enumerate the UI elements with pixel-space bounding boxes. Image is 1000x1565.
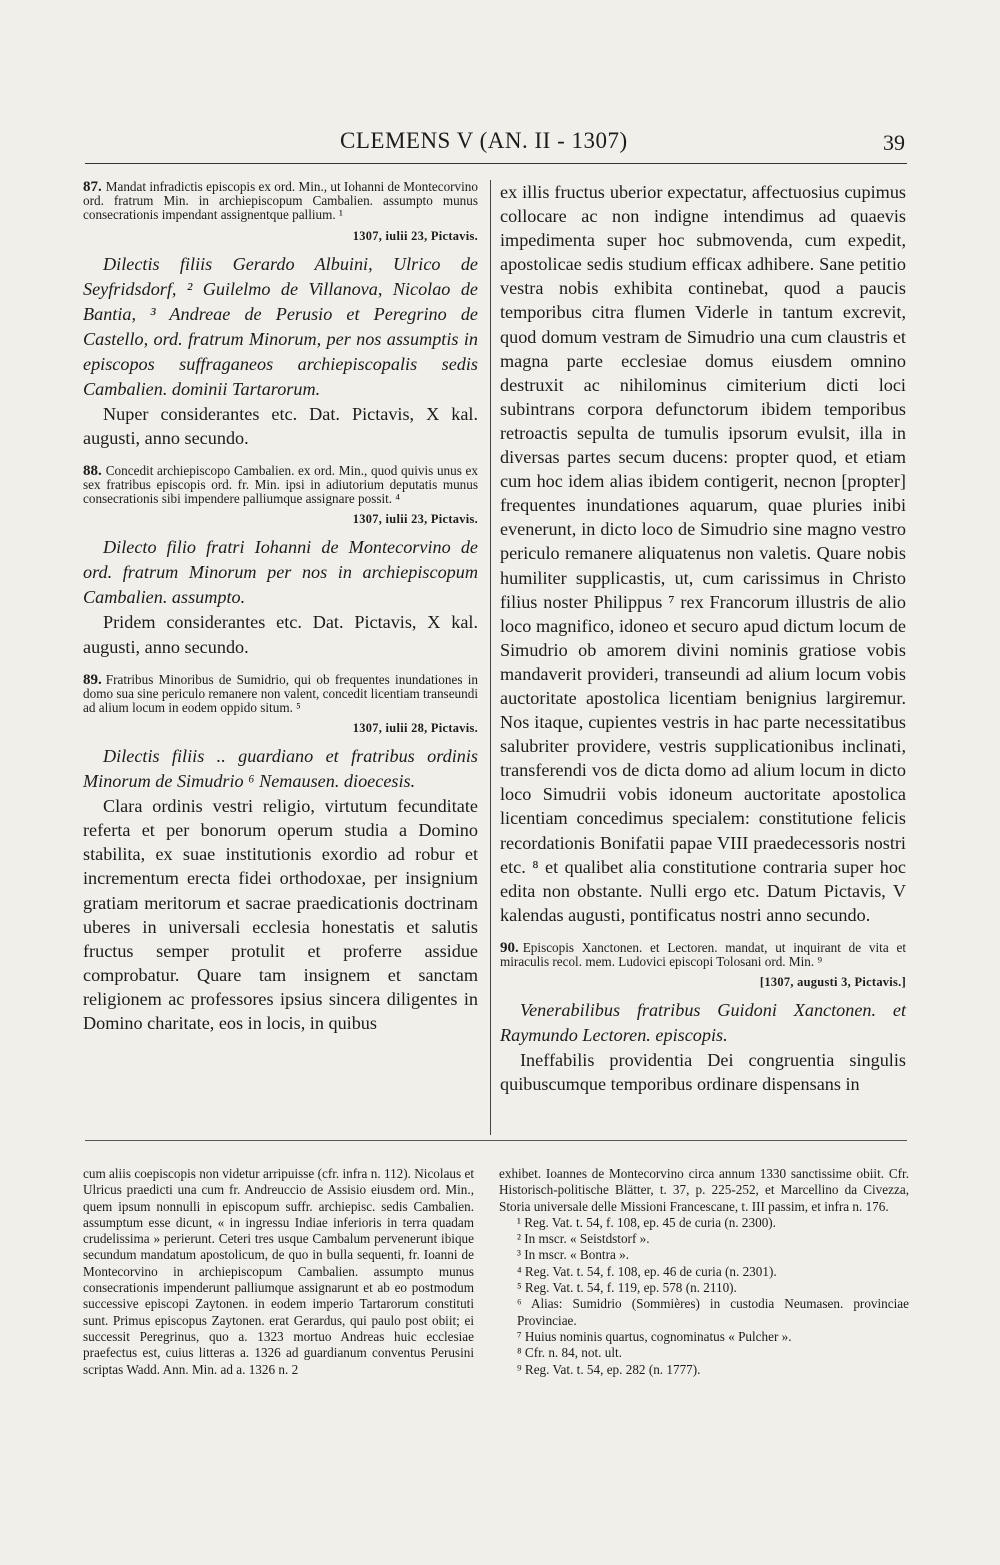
regest-88 (83, 464, 478, 507)
regest-87 (83, 180, 478, 223)
footnote-rule (85, 1140, 907, 1141)
letter-text: Ineffabilis providentia Dei congruentia singulis quibuscumque temporibus ordinare dispensans in (500, 1050, 906, 1095)
footnote-continuation: exhibet. Ioannes de Montecorvino circa annum 1330 sanctissime obiit. Cfr. Historisch-politische Blätter, t. 37, p. 225-252, et Marcellino da Civezza, Storia universale delle Missioni Francescane, t. III passim, et infra n. 176. (499, 1166, 909, 1214)
footnote-item: ⁸ Cfr. n. 84, not. ult. (517, 1345, 622, 1361)
footnote-item: ³ In mscr. « Bontra ». (517, 1247, 630, 1263)
address: Venerabilibus fratribus Guidoni Xanctonen. et Raymundo Lectoren. episcopis. (500, 1000, 906, 1046)
footnotes-right (499, 1166, 909, 1378)
date-line: 1307, iulii 23, Pictavis. (352, 228, 478, 243)
column-divider (490, 180, 491, 1135)
footnotes-left (83, 1166, 474, 1378)
letter-text: Clara ordinis vestri religio, virtutum fecunditate referta et per bonorum operum studia a Domino stabilita, ex suae institutionis exordio ad robur et incrementum erecta fidei orthodoxae, per insignium gratiam meritorum et sacrae praedicationis doctrinam uberes in universali ecclesia honestatis et salutis fructus semper protulit et proferre assidue comprobatur. Quare tam insignem et sanctam religionem ac professores ipsius sincera diligentes in Domino charitate, eos in locis, in quibus (83, 796, 478, 1034)
footnote-item: ² In mscr. « Seistdstorf ». (517, 1231, 650, 1247)
footnote-item: ⁴ Reg. Vat. t. 54, f. 108, ep. 46 de curia (n. 2301). (517, 1263, 777, 1279)
letter-text: Pridem considerantes etc. Dat. Pictavis, X kal. augusti, anno secundo. (83, 612, 478, 657)
address: Dilectis filiis .. guardiano et fratribus ordinis Minorum de Simudrio ⁶ Nemausen. dioecesis. (83, 746, 478, 792)
regest-text: Concedit archiepiscopo Cambalien. ex ord. Min., quod quivis unus ex sex fratribus episcopis ord. fr. Min. ipsi in adiutorium deputatis munus consecrationis sibi impendere palliumque assignare possit. ⁴ (83, 462, 478, 507)
date-line: 1307, iulii 23, Pictavis. (352, 512, 478, 527)
header-rule (85, 163, 907, 164)
footnote-item: ¹ Reg. Vat. t. 54, f. 108, ep. 45 de curia (n. 2300). (517, 1214, 776, 1230)
date-line: [1307, augusti 3, Pictavis.] (759, 975, 906, 990)
regest-89 (83, 673, 478, 716)
page-header (85, 124, 907, 164)
page-number: 39 (883, 130, 905, 155)
footnote-continuation: cum aliis coepiscopis non videtur arripuisse (cfr. infra n. 112). Nicolaus et Ulricus praedicti una cum fr. Andreuccio de Assisio eiusdem ord. Min., quem ipsum nonnulli in episcopum suffr. archiepisc. sedis Cambalien. assumptum esse dicunt, « in ingressu Indiae inferioris in terra quadam crudelissima » perierunt. Ceteri tres usque Cambalum pervenerunt ibique secundum mandatum apostolicum, de quo in bulla sequenti, fr. Ioanni de Montecorvino in archiepiscopum Cambalien. assumpto munus consecrationis impenderunt palliumque assignarunt et ab eo postmodum successive episcopi Zaytonen. in eodem imperio Tartarorum constituti sunt. Primus episcopus Zaytonen. erat Gerardus, qui paulo post obiit; ei successit Peregrinus, quo a. 1323 mortuo Andreas huic ecclesiae praefectus est, cuius litteras a. 1326 ad guardianum conventus Perusini scriptas Wadd. Ann. Min. ad a. 1326 n. 2 (83, 1166, 474, 1377)
regest-90 (500, 941, 906, 969)
regest-text: Mandat infradictis episcopis ex ord. Min., ut Iohanni de Montecorvino ord. fratrum Min. in archiepiscopum Cambalien. assumpto munus consecrationis impendant assignentque pallium. ¹ (83, 179, 478, 223)
letter-text: Nuper considerantes etc. Dat. Pictavis, X kal. augusti, anno secundo. (83, 403, 478, 448)
letter-continuation: ex illis fructus uberior expectatur, affectuosius cupimus collocare ac non indigne intendimus ad quaevis impedimenta super hoc submovenda, cum expedit, apostolicae sedis studium efficax adhibere. Sane petitio vestra nobis exhibita continebat, quod a paucis temporibus citra flumen Viderle in tantum excrevit, quod domum vestram de Simudrio una cum claustris et magna parte ecclesiae domus eiusdem omnino destruxit ac nihilominus cimiterium dicti loci subintrans corpora defunctorum ibidem temporibus retroactis sepulta de tumulis ipsorum evulsit, illa in diversas partes secum ducens: propter quod, et etiam cum hoc idem alias ibidem contigerit, necnon [propter] frequentes inundationes aquarum, quae pluries inibi evenerunt, in dicto loco de Simudrio sine magno vestro periculo remanere aliquatenus non valetis. Quare nobis humiliter supplicastis, ut, cum carissimus in Christo filius noster Philippus ⁷ rex Francorum illustris de alio loco magnifico, idoneo et securo apud dictum locum de Simudrio ob amorem divini nominis gratiose vobis mandaverit provideri, transeundi ad alium locum vobis auctoritate apostolica licentiam benignius largiremur. Nos itaque, cupientes vestris in hac parte necessitatibus salubriter providere, vestris supplicationibus inclinati, transferendi vos de dicta domo ad alium locum in dicto loco Simudrii vobis idoneum auctoritate apostolica licentiam concedimus specialem: constitutione felicis recordationis Bonifatii papae VIII praedecessoris nostri etc. ⁸ et qualibet alia constitutione contraria super hoc edita non obstante. Nulli ergo etc. Datum Pictavis, V kalendas augusti, pontificatus nostri anno secundo. (500, 182, 906, 925)
right-column (500, 180, 906, 1097)
regest-text: Fratribus Minoribus de Sumidrio, qui ob frequentes inundationes in domo sua sine periculo remanere non valent, concedit licentiam transeundi ad alium locum in eodem oppido situm. ⁵ (83, 671, 478, 715)
address: Dilectis filiis Gerardo Albuini, Ulrico de Seyfridsdorf, ² Guilelmo de Villanova, Nicolao de Bantia, ³ Andreae de Perusio et Peregrino de Castello, ord. fratrum Minorum, per nos assumptis in episcopos suffraganeos archiepiscopalis sedis Cambalien. dominii Tartarorum. (83, 253, 478, 399)
date-line: 1307, iulii 28, Pictavis. (352, 721, 478, 736)
regest-text: Episcopis Xanctonen. et Lectoren. mandat, ut inquirant de vita et miraculis recol. mem. Ludovici episcopi Tolosani ord. Min. ⁹ (500, 939, 906, 970)
address: Dilecto filio fratri Iohanni de Montecorvino de ord. fratrum Minorum per nos in archiepiscopum Cambalien. assumpto. (83, 537, 478, 608)
entry-number: 88. (83, 462, 102, 479)
running-title: CLEMENS V (AN. II - 1307) (340, 128, 628, 153)
footnote-item: ⁹ Reg. Vat. t. 54, ep. 282 (n. 1777). (517, 1361, 701, 1377)
entry-number: 90. (500, 939, 519, 956)
footnote-item: ⁵ Reg. Vat. t. 54, f. 119, ep. 578 (n. 2110). (517, 1280, 737, 1296)
left-column (83, 180, 478, 1035)
footnote-item: ⁷ Huius nominis quartus, cognominatus « Pulcher ». (517, 1328, 792, 1344)
entry-number: 89. (83, 671, 102, 688)
entry-number: 87. (83, 179, 102, 195)
footnote-item: ⁶ Alias: Sumidrio (Sommières) in custodia Neumasen. provinciae Provinciae. (517, 1296, 909, 1328)
